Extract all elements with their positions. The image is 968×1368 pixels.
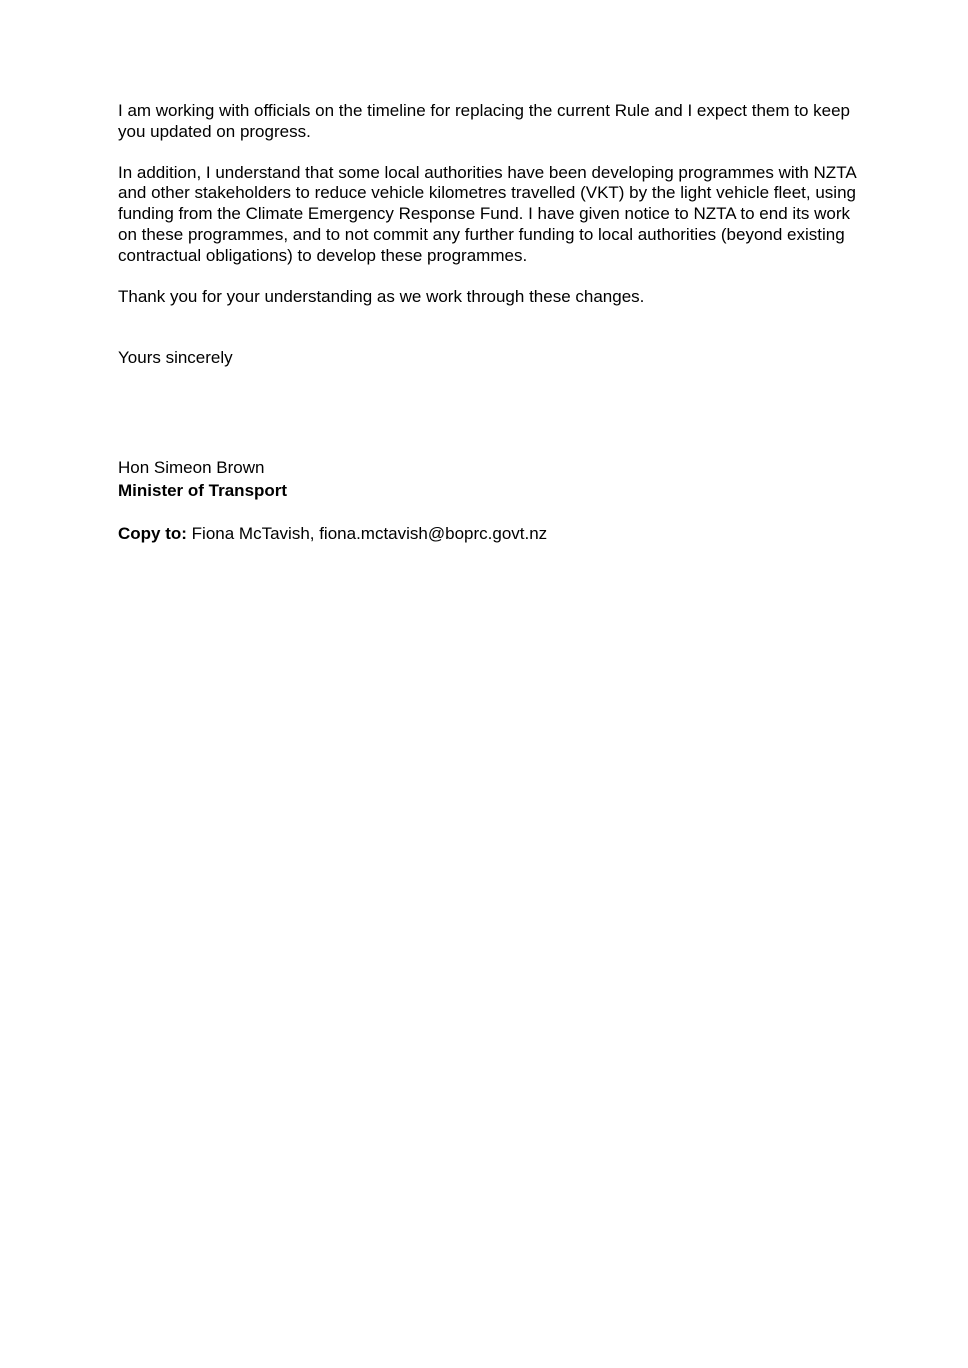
- paragraph-vkt-programmes: In addition, I understand that some local authorities have been developing programmes with NZTA and other stakeholders to reduce vehicle kilometres travelled (VKT) by the light vehicle fleet, using funding from the Climate Emergency Response Fund. I have given notice to NZTA to end its work on these programmes, and to not commit any further funding to local authorities (beyond existing contractual obligations) to develop these programmes.: [118, 162, 856, 265]
- copy-to-recipient: Fiona McTavish, fiona.mctavish@boprc.govt.nz: [191, 523, 548, 543]
- signatory-title: Minister of Transport: [118, 480, 288, 500]
- letter-body: [118, 101, 863, 545]
- closing-salutation: Yours sincerely: [118, 348, 233, 368]
- paragraph-thanks: Thank you for your understanding as we work through these changes.: [118, 286, 645, 306]
- paragraph-timeline: I am working with officials on the timeline for replacing the current Rule and I expect them to keep you updated on progress.: [118, 101, 851, 141]
- copy-to-label: Copy to:: [118, 523, 187, 543]
- copy-to-line: [118, 524, 863, 545]
- signatory-name: Hon Simeon Brown: [118, 458, 265, 478]
